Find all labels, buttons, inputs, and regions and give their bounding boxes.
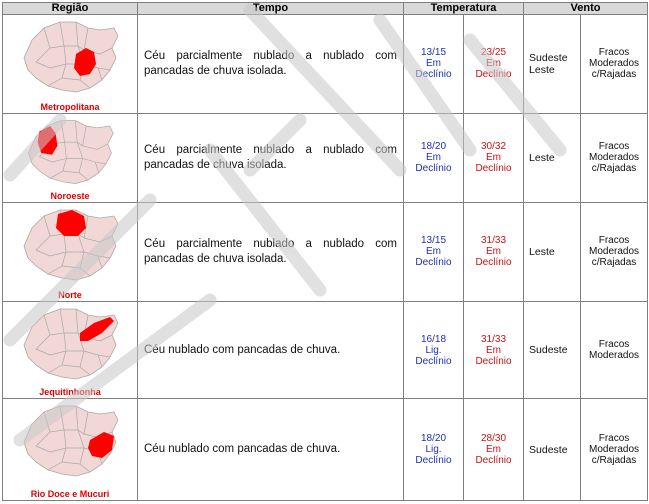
temp-max-range: 31/33 bbox=[480, 235, 507, 247]
temp-min-trend-word: Declínio bbox=[415, 69, 452, 81]
wind-intensity-line: Moderados bbox=[589, 152, 640, 164]
region-name: Noroeste bbox=[50, 190, 90, 201]
forecast-table bbox=[2, 2, 648, 501]
wind-intensity-line: Fracos bbox=[598, 47, 630, 59]
wind-intensity-line: c/Rajadas bbox=[591, 69, 637, 81]
header-temperatura: Temperatura bbox=[404, 3, 524, 15]
region-map-noroeste bbox=[14, 117, 126, 189]
temp-max-trend-word: Declínio bbox=[475, 69, 512, 81]
wind-intensity-line: Moderados bbox=[589, 58, 640, 70]
wind-direction: Sudeste bbox=[524, 302, 581, 399]
region-name: Metropolitana bbox=[40, 101, 100, 112]
wind-intensity-line: Moderados bbox=[589, 350, 640, 362]
wind-intensity bbox=[581, 302, 648, 399]
temp-max-range: 31/33 bbox=[480, 333, 507, 345]
tempo-description: Céu parcialmente nublado a nublado com pancadas de chuva isolada. bbox=[138, 113, 404, 202]
region-cell bbox=[3, 202, 138, 302]
temp-min-trend: Lig. bbox=[425, 344, 442, 356]
temp-min bbox=[404, 113, 464, 202]
wind-intensity bbox=[581, 399, 648, 501]
temp-max-trend-word: Declínio bbox=[475, 257, 512, 269]
table-row bbox=[3, 302, 648, 399]
table-row bbox=[3, 15, 648, 114]
wind-direction: Sudeste bbox=[524, 399, 581, 501]
wind-intensity-line: Fracos bbox=[598, 141, 630, 153]
temp-max-trend: Em bbox=[486, 58, 501, 70]
temp-max-trend-word: Declínio bbox=[475, 355, 512, 367]
region-map-metropolitana bbox=[14, 18, 126, 98]
header-tempo: Tempo bbox=[138, 3, 404, 15]
table-row bbox=[3, 399, 648, 501]
table-row bbox=[3, 113, 648, 202]
temp-min-trend: Em bbox=[426, 58, 441, 70]
temp-min-range: 13/15 bbox=[420, 47, 447, 59]
temp-max-trend: Em bbox=[486, 246, 501, 258]
wind-intensity-line: Moderados bbox=[589, 246, 640, 258]
temp-max-range: 28/30 bbox=[480, 433, 507, 445]
wind-intensity-line: Fracos bbox=[598, 235, 630, 247]
temp-max bbox=[464, 15, 524, 114]
wind-direction: Leste bbox=[524, 202, 581, 302]
wind-intensity bbox=[581, 202, 648, 302]
wind-intensity-line: Moderados bbox=[589, 444, 640, 456]
temp-min bbox=[404, 15, 464, 114]
region-cell bbox=[3, 302, 138, 399]
temp-min-trend-word: Declínio bbox=[415, 257, 452, 269]
temp-min-trend: Em bbox=[426, 246, 441, 258]
temp-max-trend-word: Declínio bbox=[475, 163, 512, 175]
temp-min-trend-word: Declínio bbox=[415, 163, 452, 175]
temp-min-trend: Lig. bbox=[425, 444, 442, 456]
temp-min bbox=[404, 202, 464, 302]
temp-max bbox=[464, 113, 524, 202]
temp-max-trend-word: Declínio bbox=[475, 455, 512, 467]
region-map-norte bbox=[14, 206, 126, 286]
temp-max-trend: Em bbox=[486, 444, 501, 456]
region-name: Norte bbox=[58, 290, 82, 301]
wind-intensity-line: c/Rajadas bbox=[591, 455, 637, 467]
tempo-description: Céu parcialmente nublado a nublado com pancadas de chuva isolada. bbox=[138, 15, 404, 114]
temp-max bbox=[464, 399, 524, 501]
wind-intensity bbox=[581, 15, 648, 114]
wind-intensity-line: c/Rajadas bbox=[591, 257, 637, 269]
table-row bbox=[3, 202, 648, 302]
temp-min-trend: Em bbox=[426, 152, 441, 164]
tempo-description: Céu nublado com pancadas de chuva. bbox=[138, 399, 404, 501]
region-cell bbox=[3, 113, 138, 202]
temp-min bbox=[404, 399, 464, 501]
temp-max-range: 23/25 bbox=[480, 47, 507, 59]
wind-intensity bbox=[581, 113, 648, 202]
header-vento: Vento bbox=[524, 3, 648, 15]
header-row bbox=[3, 3, 648, 15]
temp-max bbox=[464, 302, 524, 399]
region-map-jequitinhonha bbox=[14, 305, 126, 385]
temp-min-range: 16/18 bbox=[420, 333, 447, 345]
temp-min-trend-word: Declínio bbox=[415, 455, 452, 467]
temp-max-range: 30/32 bbox=[480, 141, 507, 153]
temp-min-range: 18/20 bbox=[420, 433, 447, 445]
wind-direction: Leste bbox=[524, 113, 581, 202]
temp-min bbox=[404, 302, 464, 399]
temp-min-trend-word: Declínio bbox=[415, 355, 452, 367]
region-map-rio-doce-mucuri bbox=[14, 402, 126, 482]
wind-intensity-line: c/Rajadas bbox=[591, 163, 637, 175]
temp-min-range: 18/20 bbox=[420, 141, 447, 153]
temp-max-trend: Em bbox=[486, 344, 501, 356]
temp-max bbox=[464, 202, 524, 302]
region-cell bbox=[3, 15, 138, 114]
tempo-description: Céu parcialmente nublado a nublado com pancadas de chuva isolada. bbox=[138, 202, 404, 302]
region-cell bbox=[3, 399, 138, 501]
wind-direction: Sudeste Leste bbox=[524, 15, 581, 114]
region-name: Rio Doce e Mucuri bbox=[30, 489, 110, 499]
wind-intensity-line: Fracos bbox=[598, 433, 630, 445]
temp-min-range: 13/15 bbox=[420, 235, 447, 247]
tempo-description: Céu nublado com pancadas de chuva. bbox=[138, 302, 404, 399]
region-name: Jequitinhonha bbox=[39, 387, 101, 398]
header-regiao: Região bbox=[3, 3, 138, 15]
temp-max-trend: Em bbox=[486, 152, 501, 164]
wind-intensity-line: Fracos bbox=[598, 339, 630, 351]
